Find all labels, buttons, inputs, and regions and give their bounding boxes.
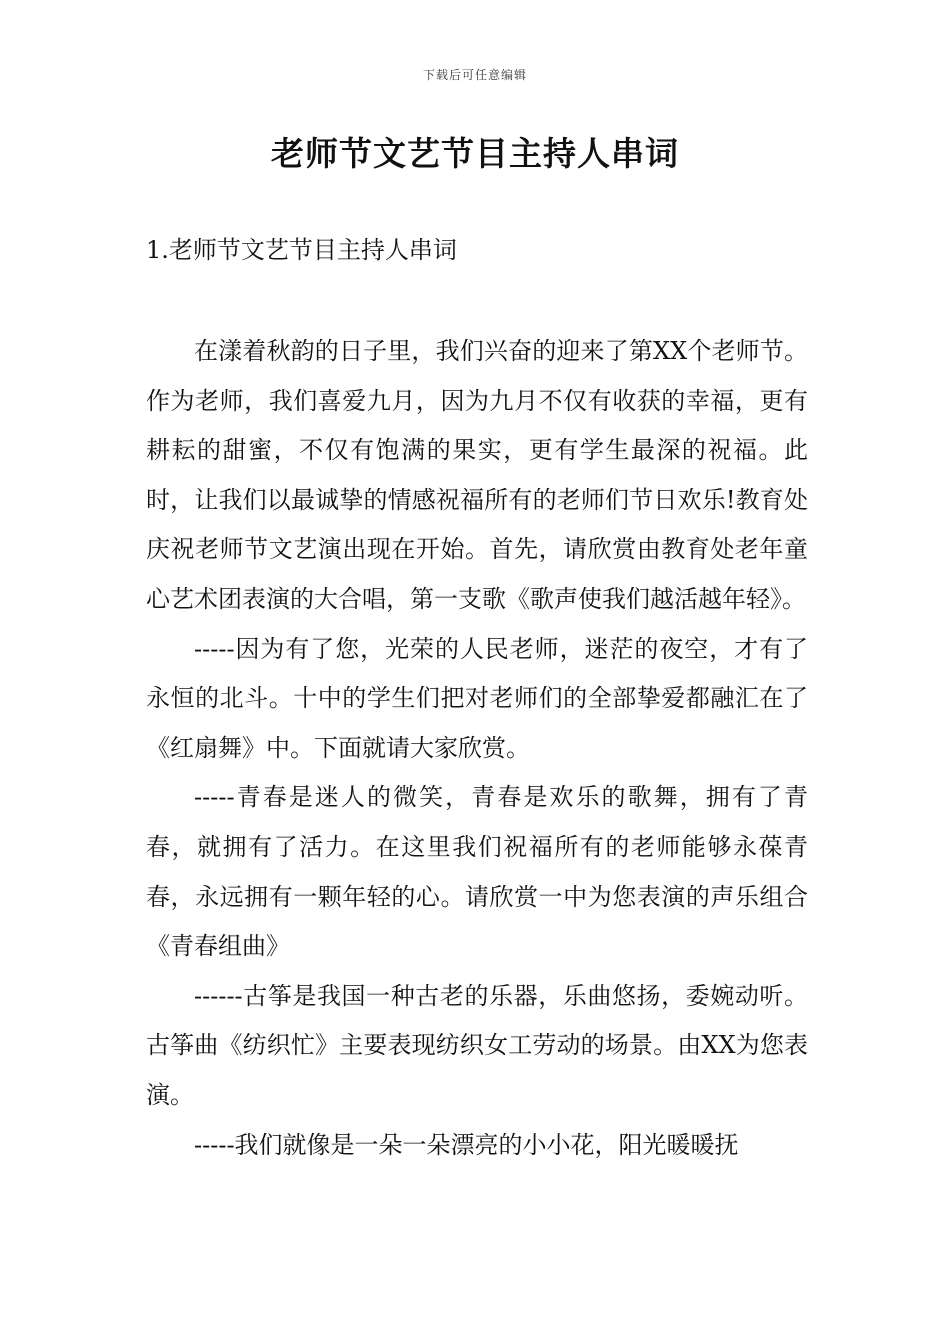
document-body xyxy=(146,327,808,1170)
paragraph: 在漾着秋韵的日子里，我们兴奋的迎来了第XX个老师节。作为老师，我们喜爱九月，因为九月不仅有收获的幸福，更有耕耘的甜蜜，不仅有饱满的果实，更有学生最深的祝福。此时，让我们以最诚挚的情感祝福所有的老师们节日欢乐!教育处庆祝老师节文艺演出现在开始。首先，请欣赏由教育处老年童心艺术团表演的大合唱，第一支歌《歌声使我们越活越年轻》。 xyxy=(146,337,808,613)
paragraph: -----青春是迷人的微笑，青春是欢乐的歌舞，拥有了青春，就拥有了活力。在这里我们祝福所有的老师能够永葆青春，永远拥有一颗年轻的心。请欣赏一中为您表演的声乐组合《青春组曲》 xyxy=(146,783,808,961)
document-title: 老师节文艺节目主持人串词 xyxy=(271,134,679,173)
section-heading: 1.老师节文艺节目主持人串词 xyxy=(146,236,457,264)
header-note: 下载后可任意编辑 xyxy=(422,68,527,82)
paragraph: -----我们就像是一朵一朵漂亮的小小花，阳光暖暖抚 xyxy=(194,1130,739,1159)
paragraph: ------古筝是我国一种古老的乐器，乐曲悠扬，委婉动听。古筝曲《纺织忙》主要表现纺织女工劳动的场景。由XX为您表演。 xyxy=(146,981,808,1109)
paragraph: -----因为有了您，光荣的人民老师，迷茫的夜空，才有了永恒的北斗。十中的学生们把对老师们的全部挚爱都融汇在了《红扇舞》中。下面就请大家欣赏。 xyxy=(146,634,808,762)
